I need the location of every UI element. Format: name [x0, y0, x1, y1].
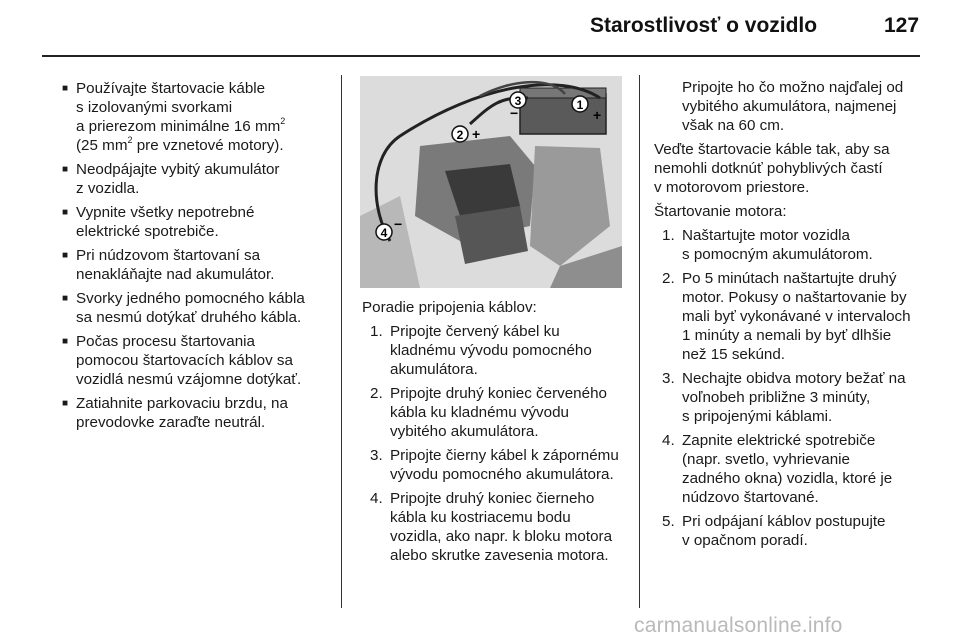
svg-text:1: 1	[576, 98, 584, 112]
bullet-item: ■ Počas procesu štartovania pomocou štartovacích káblov sa vozidlá nesmú vzájomne dotýkať.	[62, 332, 328, 389]
column-3	[654, 78, 926, 555]
list-item: 1. Naštartujte motor vozidla s pomocným akumulátorom.	[662, 227, 873, 263]
bullet-item: ■ Používajte štartovacie káble s izolovanými svorkami a prierezom minimálne 16 $mm^2$ (25 $mm^2$ pre vznetové motory).	[62, 79, 328, 155]
header-divider	[42, 55, 920, 57]
jump-start-diagram	[360, 76, 622, 288]
svg-text:4: 4	[380, 226, 388, 240]
svg-text:−: −	[510, 105, 519, 121]
svg-text:+: +	[472, 126, 481, 142]
svg-text:+: +	[593, 107, 602, 123]
watermark: carmanualsonline.info	[634, 614, 843, 637]
connection-order-heading: Poradie pripojenia káblov:	[362, 299, 537, 316]
continued-text: Pripojte ho čo možno najďalej od vybitého akumulátora, najmenej však na 60 cm.	[682, 79, 904, 134]
paragraph: Veďte štartovacie káble tak, aby sa nemohli dotknúť pohyblivých častí v motorovom priestore.	[654, 141, 890, 196]
list-item: 3. Pripojte čierny kábel k zápornému vývodu pomocného akumulátora.	[370, 447, 619, 483]
svg-text:−: −	[394, 216, 403, 232]
column-1	[62, 79, 328, 437]
list-item: 3. Nechajte obidva motory bežať na voľnobeh približne 3 minúty, s pripojenými káblami.	[662, 370, 906, 425]
list-item: 2. Pripojte druhý koniec červeného kábla ku kladnému vývodu vybitého akumulátora.	[370, 385, 607, 440]
column-2	[362, 298, 624, 570]
section-title: Starostlivosť o vozidlo	[590, 14, 818, 37]
column-divider-2	[639, 75, 640, 608]
bullet-item: ■ Svorky jedného pomocného kábla sa nesmú dotýkať druhého kábla.	[62, 289, 328, 327]
column-divider-1	[341, 75, 342, 608]
svg-text:2: 2	[456, 128, 464, 142]
callout-2	[452, 126, 480, 142]
bullet-item: ■ Zatiahnite parkovaciu brzdu, na prevodovke zaraďte neutrál.	[62, 394, 328, 432]
list-item: 5. Pri odpájaní káblov postupujte v opačnom poradí.	[662, 513, 886, 549]
starting-heading: Štartovanie motora:	[654, 203, 787, 220]
list-item: 4. Zapnite elektrické spotrebiče (napr. svetlo, vyhrievanie zadného okna) vozidla, ktoré je núdzovo štartované.	[662, 432, 893, 506]
bullet-item: ■ Vypnite všetky nepotrebné elektrické spotrebiče.	[62, 203, 328, 241]
bullet-item: ■ Neodpájajte vybitý akumulátor z vozidla.	[62, 160, 328, 198]
svg-text:3: 3	[514, 94, 522, 108]
engine-bay-illustration	[360, 76, 622, 288]
bullet-item: ■ Pri núdzovom štartovaní sa nenakláňajte nad akumulátor.	[62, 246, 328, 284]
list-item: 1. Pripojte červený kábel ku kladnému vývodu pomocného akumulátora.	[370, 323, 592, 378]
page-number: 127	[884, 14, 920, 37]
list-item: 4. Pripojte druhý koniec čierneho kábla ku kostriacemu bodu vozidla, ako napr. k bloku motora alebo skrutke zavesenia motora.	[370, 490, 613, 564]
list-item: 2. Po 5 minútach naštartujte druhý motor. Pokusy o naštartovanie by mali byť vykonávané v intervaloch 1 minúty a nemali by byť dlhšie než 15 sekúnd.	[662, 270, 911, 363]
